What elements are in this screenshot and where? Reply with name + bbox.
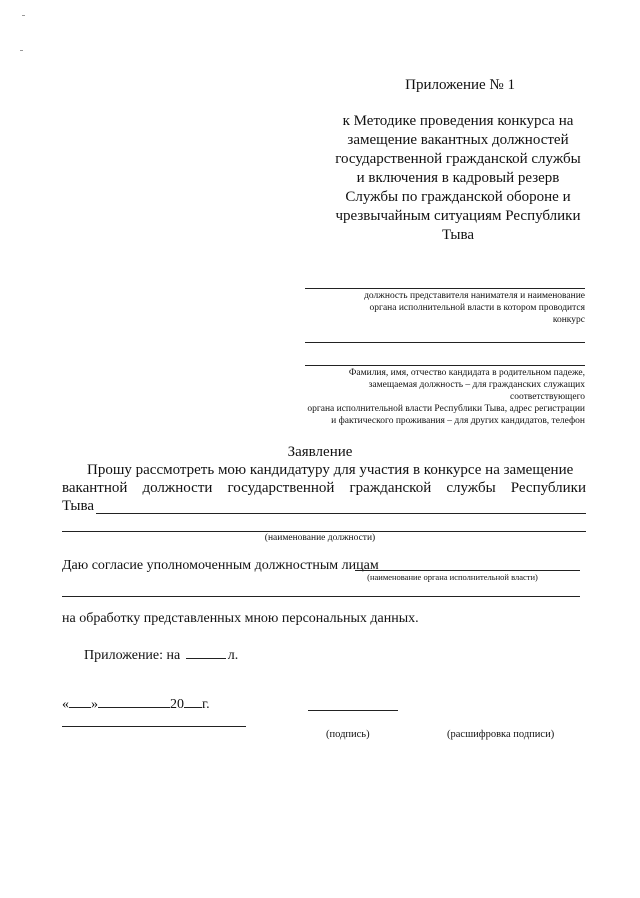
body-word: гражданской bbox=[349, 480, 432, 496]
methodology-line: Тыва bbox=[441, 227, 475, 243]
methodology-line: Службы по гражданской обороне и bbox=[345, 189, 571, 205]
methodology-line: замещение вакантных должностей bbox=[347, 132, 569, 148]
date-year-suffix: г. bbox=[202, 697, 210, 712]
statement-body-line-1: Прошу рассмотреть мою кандидатуру для участия в конкурсе на замещение bbox=[87, 462, 574, 478]
attachment-prefix: Приложение: на bbox=[84, 648, 181, 663]
employer-fill-line bbox=[305, 288, 585, 289]
transcript-caption: (расшифровка подписи) bbox=[447, 729, 555, 740]
caption-line: органа исполнительной власти Республики Тыва, адрес регистрации bbox=[307, 404, 585, 414]
attachment-pages-blank[interactable] bbox=[186, 646, 226, 659]
body-word: государственной bbox=[227, 480, 335, 496]
body-word: вакантной bbox=[62, 480, 128, 496]
authority-fill-line-2[interactable] bbox=[62, 596, 580, 597]
date-close-quote: » bbox=[91, 697, 98, 712]
processing-text: на обработку представленных мною персональных данных. bbox=[62, 611, 419, 626]
methodology-line: государственной гражданской службы bbox=[335, 151, 581, 167]
date-day-blank[interactable] bbox=[69, 695, 91, 708]
caption-line: и фактического проживания – для других кандидатов, телефон bbox=[331, 416, 585, 426]
scan-artifact bbox=[20, 50, 23, 51]
caption-line: замещаемая должность – для гражданских служащих bbox=[368, 380, 585, 390]
scan-artifact bbox=[22, 15, 25, 16]
methodology-line: к Методике проведения конкурса на bbox=[342, 113, 574, 129]
position-fill-line[interactable] bbox=[96, 513, 586, 514]
statement-title: Заявление bbox=[287, 444, 353, 460]
statement-body-line-3: Тыва bbox=[62, 498, 95, 514]
appendix-title: Приложение № 1 bbox=[405, 77, 515, 93]
employer-caption bbox=[300, 290, 585, 326]
methodology-reference bbox=[322, 112, 594, 245]
date-line bbox=[62, 695, 210, 714]
caption-line: соответствующего bbox=[510, 392, 585, 402]
statement-body-line-2 bbox=[62, 479, 586, 498]
candidate-caption bbox=[270, 367, 585, 427]
signature-fill-line[interactable] bbox=[308, 710, 398, 711]
extra-date-line bbox=[62, 726, 246, 727]
position-caption: (наименование должности) bbox=[264, 533, 376, 543]
signature-caption: (подпись) bbox=[326, 729, 370, 740]
body-word: службы bbox=[446, 480, 496, 496]
employer-fill-line-2 bbox=[305, 342, 585, 343]
caption-line: конкурс bbox=[552, 315, 585, 325]
date-year-prefix: 20 bbox=[170, 697, 184, 712]
date-month-blank[interactable] bbox=[98, 695, 170, 708]
attachment-suffix: л. bbox=[227, 648, 239, 663]
caption-line: Фамилия, имя, отчество кандидата в родительном падеже, bbox=[348, 368, 585, 378]
attachment-line bbox=[84, 646, 238, 665]
body-word: Республики bbox=[510, 480, 586, 496]
methodology-line: и включения в кадровый резерв bbox=[356, 170, 560, 186]
authority-caption: (наименование органа исполнительной власти) bbox=[367, 572, 538, 582]
caption-line: органа исполнительной власти в котором проводится bbox=[369, 303, 585, 313]
caption-line: должность представителя нанимателя и наименование bbox=[364, 291, 585, 301]
date-year-blank[interactable] bbox=[184, 695, 202, 708]
consent-text: Даю согласие уполномоченным должностным лицам bbox=[62, 558, 379, 573]
candidate-fill-line bbox=[305, 365, 585, 366]
body-word: должности bbox=[142, 480, 213, 496]
methodology-line: чрезвычайным ситуациям Республики bbox=[335, 208, 581, 224]
date-open-quote: « bbox=[62, 697, 69, 712]
